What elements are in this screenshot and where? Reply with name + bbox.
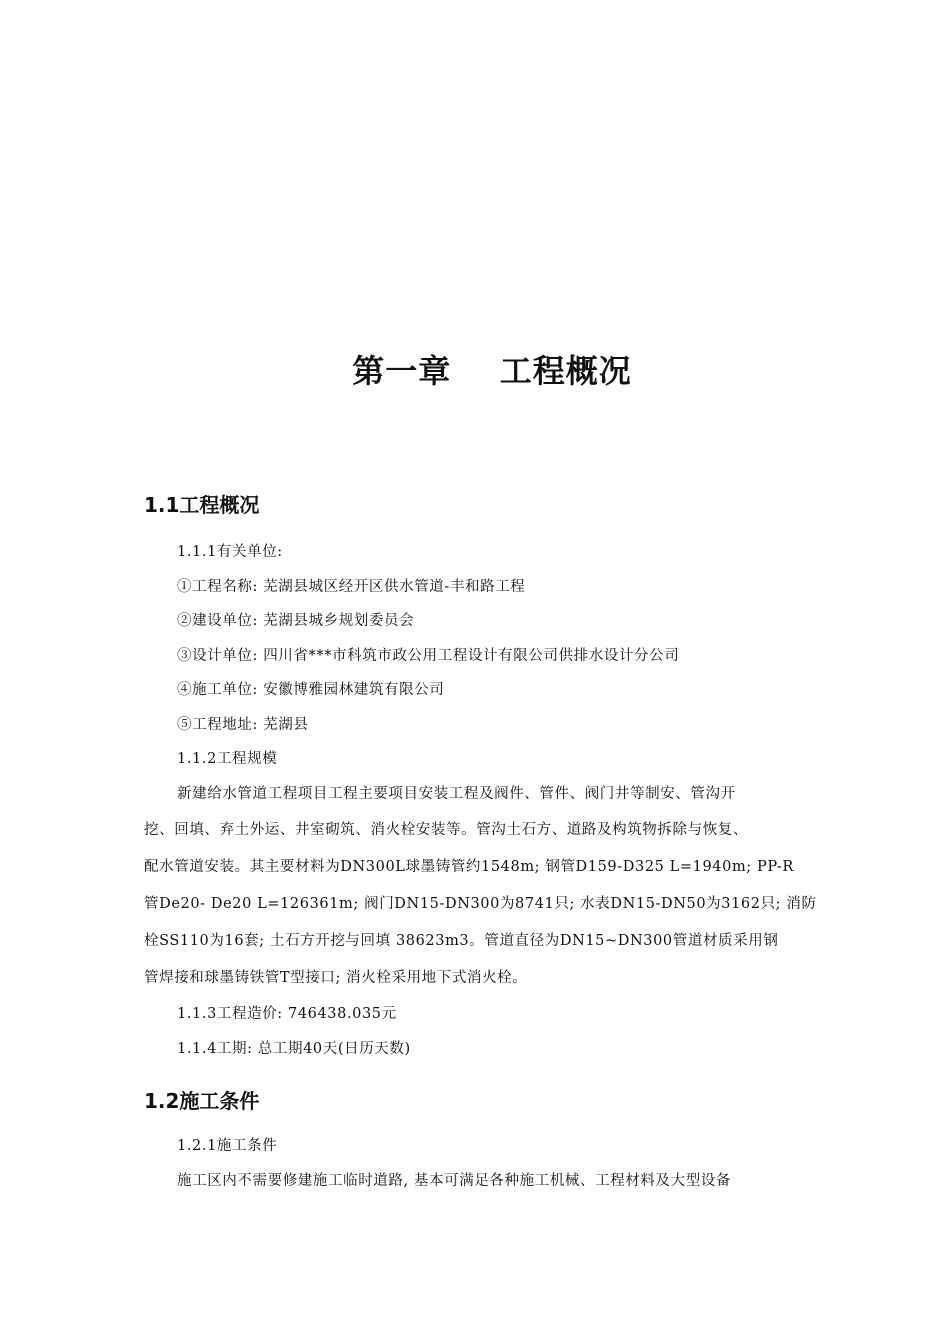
project-duration: 1.1.4工期: 总工期40天(日历天数) [177, 1041, 411, 1057]
unit-item-designer: ③设计单位: 四川省***市科筑市政公用工程设计有限公司供排水设计分公司 [177, 648, 680, 664]
scale-paragraph-line: 管De20- De20 L=126361m; 阀门DN15-DN300为8741只; 水表DN15-DN50为3162只; 消防 [144, 896, 817, 912]
chapter-title: 第一章 工程概况 [352, 352, 632, 390]
subsection-title-1-1-1: 1.1.1有关单位: [177, 544, 283, 560]
unit-item-project-name: ①工程名称: 芜湖县城区经开区供水管道-丰和路工程 [177, 579, 526, 595]
scale-paragraph-line: 管焊接和球墨铸铁管T型接口; 消火栓采用地下式消火栓。 [144, 970, 528, 986]
subsection-title-1-1-2: 1.1.2工程规模 [177, 751, 278, 767]
scale-paragraph-line: 新建给水管道工程项目工程主要项目安装工程及阀件、管件、阀门井等制安、管沟开 [177, 786, 736, 802]
unit-item-address: ⑤工程地址: 芜湖县 [177, 717, 309, 733]
unit-item-contractor: ④施工单位: 安徽博雅园林建筑有限公司 [177, 682, 445, 698]
scale-paragraph-line: 配水管道安装。其主要材料为DN300L球墨铸管约1548m; 钢管D159-D325 L=1940m; PP-R [144, 859, 794, 875]
subsection-title-1-2-1: 1.2.1施工条件 [177, 1138, 278, 1154]
scale-paragraph-line: 挖、回填、弃土外运、井室砌筑、消火栓安装等。管沟土石方、道路及构筑物拆除与恢复、 [144, 822, 748, 838]
conditions-paragraph-line: 施工区内不需要修建施工临时道路, 基本可满足各种施工机械、工程材料及大型设备 [177, 1173, 732, 1189]
unit-item-owner: ②建设单位: 芜湖县城乡规划委员会 [177, 613, 415, 629]
section-heading-1-1: 1.1工程概况 [144, 493, 260, 517]
scale-paragraph-line: 栓SS110为16套; 土石方开挖与回填 38623m3。管道直径为DN15~DN300管道材质采用钢 [144, 933, 779, 949]
project-cost: 1.1.3工程造价: 746438.035元 [177, 1006, 397, 1022]
section-heading-1-2: 1.2施工条件 [144, 1089, 260, 1113]
